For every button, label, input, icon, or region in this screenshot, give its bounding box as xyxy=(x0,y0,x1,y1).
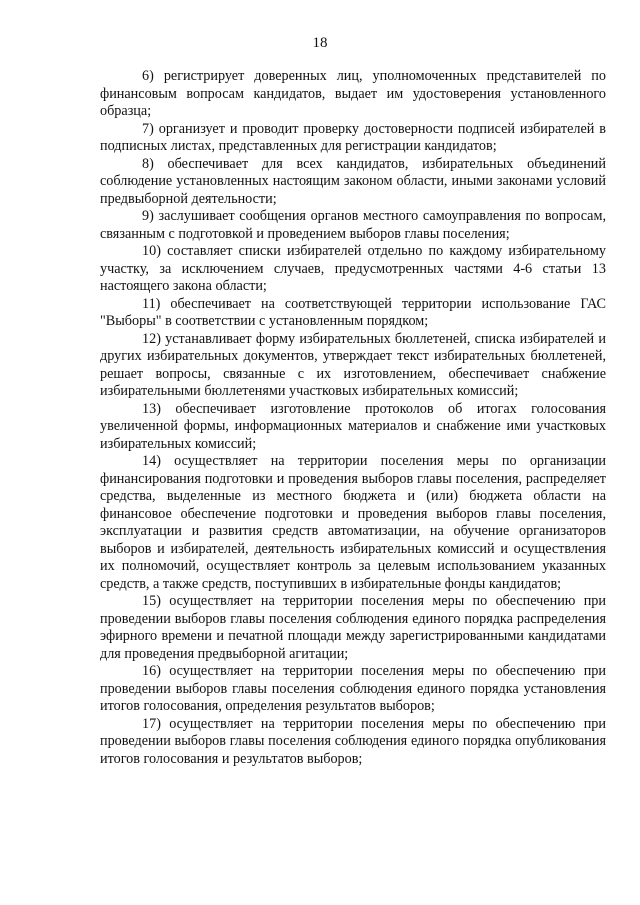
paragraph-item-9: 9) заслушивает сообщения органов местного самоуправления по вопросам, связанным с подготовкой и проведением выборов главы поселения; xyxy=(100,208,606,242)
paragraph-item-7: 7) организует и проводит проверку достоверности подписей избирателей в подписных листах, представленных для регистрации кандидатов; xyxy=(100,120,606,154)
paragraph-item-15: 15) осуществляет на территории поселения меры по обеспечению при проведении выборов главы поселения соблюдения единого порядка распределения эфирного времени и печатной площади между зарегистрированными кандидатами для проведения предвыборной агитации; xyxy=(100,593,606,662)
paragraph-item-6: 6) регистрирует доверенных лиц, уполномоченных представителей по финансовым вопросам кандидатов, выдает им удостоверения установленного образца; xyxy=(100,68,606,119)
paragraph-item-13: 13) обеспечивает изготовление протоколов об итогах голосования увеличенной формы, информационных материалов и снабжение ими участковых избирательных комиссий; xyxy=(100,400,606,452)
paragraph-item-14: 14) осуществляет на территории поселения меры по организации финансирования подготовки и проведения выборов главы поселения, распределяет средства, выделенные из местного бюджета и (или) бюджета области на финансовое обеспечение подготовки и проведения выборов главы поселения, эксплуатации и развития средств автоматизации, на обучение организаторов выборов и избирателей, деятельность избирательных комиссий и осуществления их полномочий, осуществляет контроль за целевым использованием указанных средств, а также средств, поступивших в избирательные фонды кандидатов; xyxy=(100,453,606,592)
paragraph-item-16: 16) осуществляет на территории поселения меры по обеспечению при проведении выборов главы поселения соблюдения единого порядка установления итогов голосования, определения результатов выборов; xyxy=(100,663,606,714)
paragraph-item-12: 12) устанавливает форму избирательных бюллетеней, списка избирателей и других избирательных документов, утверждает текст избирательных бюллетеней, решает вопросы, связанные с их изготовлением, обеспечивает снабжение избирательными бюллетенями участковых избирательных комиссий; xyxy=(100,330,606,399)
document-body xyxy=(100,68,606,768)
paragraph-item-10: 10) составляет списки избирателей отдельно по каждому избирательному участку, за исключением случаев, предусмотренных частями 4-6 статьи 13 настоящего закона области; xyxy=(100,243,606,294)
paragraph-item-11: 11) обеспечивает на соответствующей территории использование ГАС "Выборы" в соответствии с установленным порядком; xyxy=(100,295,606,329)
paragraph-item-8: 8) обеспечивает для всех кандидатов, избирательных объединений соблюдение установленных настоящим законом области, иными законами условий предвыборной деятельности; xyxy=(100,155,606,207)
paragraph-item-17: 17) осуществляет на территории поселения меры по обеспечению при проведении выборов главы поселения соблюдения единого порядка опубликования итогов голосования и результатов выборов; xyxy=(100,715,606,767)
page-number: 18 xyxy=(312,35,328,51)
